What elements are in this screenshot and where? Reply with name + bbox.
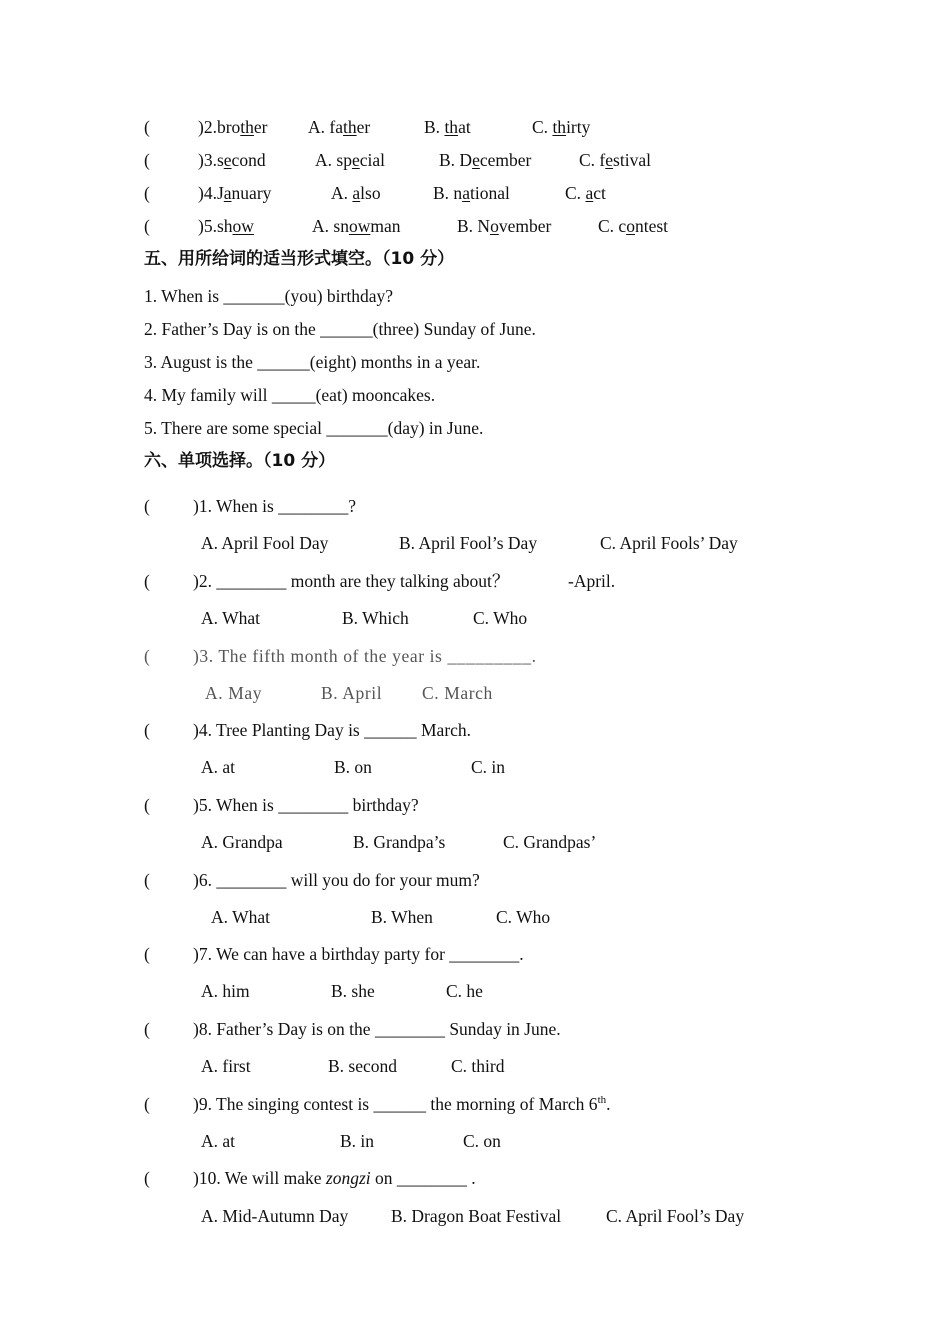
option-c: C. festival [579,150,651,170]
q2-answer: -April. [568,571,616,591]
q8-option-b: B. second [328,1056,398,1076]
q1-option-b: B. April Fool’s Day [399,533,538,553]
q6-option-a: A. What [211,907,270,927]
q2-option-a: A. What [201,608,260,628]
answer-paren: ( [144,1094,150,1114]
q4-option-b: B. on [334,757,372,777]
word: )3.second [198,150,266,170]
option-c: C. thirty [532,117,591,137]
question-9: )9. The singing contest is ______ the morning of March 6th. [193,1094,611,1114]
answer-paren: ( [144,720,150,740]
question-3: )3. The fifth month of the year is _________. [193,646,537,666]
q9-option-a: A. at [201,1131,236,1151]
answer-paren: ( [144,795,150,815]
q7-option-b: B. she [331,981,375,1001]
option-c: C. contest [598,216,669,236]
q1-option-c: C. April Fools’ Day [600,533,738,553]
question-10: )10. We will make zongzi on ________ . [193,1168,476,1188]
q5-option-c: C. Grandpas’ [503,832,597,852]
q7-option-a: A. him [201,981,250,1001]
option-a: A. father [308,117,371,137]
q7-option-c: C. he [446,981,483,1001]
q9-option-b: B. in [340,1131,375,1151]
q3-option-b: B. April [321,683,383,703]
section-5-title: 五、用所给词的适当形式填空。（10 分） [144,249,455,269]
option-b: B. national [433,183,510,203]
word: )4.January [198,183,272,203]
answer-paren: ( [144,1168,150,1188]
q5-option-b: B. Grandpa’s [353,832,446,852]
answer-paren: ( [144,496,150,516]
q6-option-b: B. When [371,907,433,927]
fill-item-1: 1. When is _______(you) birthday? [144,286,394,306]
answer-paren: ( [144,117,150,137]
q8-option-c: C. third [451,1056,505,1076]
q2-option-c: C. Who [473,608,528,628]
q10-option-b: B. Dragon Boat Festival [391,1206,562,1226]
q10-option-c: C. April Fool’s Day [606,1206,745,1226]
q10-option-a: A. Mid-Autumn Day [201,1206,349,1226]
option-b: B. that [424,117,471,137]
question-4: )4. Tree Planting Day is ______ March. [193,720,472,740]
option-b: B. November [457,216,552,236]
section-6-title: 六、单项选择。（10 分） [144,451,336,471]
answer-paren: ( [144,150,150,170]
word: )2.brother [198,117,268,137]
q8-option-a: A. first [201,1056,251,1076]
q9-option-c: C. on [463,1131,501,1151]
question-1: )1. When is ________? [193,496,356,516]
question-7: )7. We can have a birthday party for ________. [193,944,524,964]
answer-paren: ( [144,216,150,236]
question-8: )8. Father’s Day is on the ________ Sunday in June. [193,1019,561,1039]
answer-paren: ( [144,646,151,666]
option-a: A. snowman [312,216,401,236]
q2-option-b: B. Which [342,608,409,628]
question-5: )5. When is ________ birthday? [193,795,419,815]
question-6: )6. ________ will you do for your mum? [193,870,480,890]
fill-item-4: 4. My family will _____(eat) mooncakes. [144,385,436,405]
option-a: A. special [315,150,385,170]
answer-paren: ( [144,571,150,591]
fill-item-2: 2. Father’s Day is on the ______(three) Sunday of June. [144,319,536,339]
answer-paren: ( [144,1019,150,1039]
option-a: A. also [331,183,381,203]
q4-option-c: C. in [471,757,506,777]
word: )5.show [198,216,254,236]
q3-option-c: C. March [422,683,493,703]
q1-option-a: A. April Fool Day [201,533,329,553]
q4-option-a: A. at [201,757,236,777]
q3-option-a: A. May [205,683,263,703]
option-b: B. December [439,150,532,170]
answer-paren: ( [144,870,150,890]
answer-paren: ( [144,944,150,964]
question-2: )2. ________ month are they talking about？ [193,571,510,591]
fill-item-5: 5. There are some special _______(day) in June. [144,418,484,438]
fill-item-3: 3. August is the ______(eight) months in a year. [144,352,481,372]
q6-option-c: C. Who [496,907,551,927]
q5-option-a: A. Grandpa [201,832,283,852]
answer-paren: ( [144,183,150,203]
option-c: C. act [565,183,606,203]
